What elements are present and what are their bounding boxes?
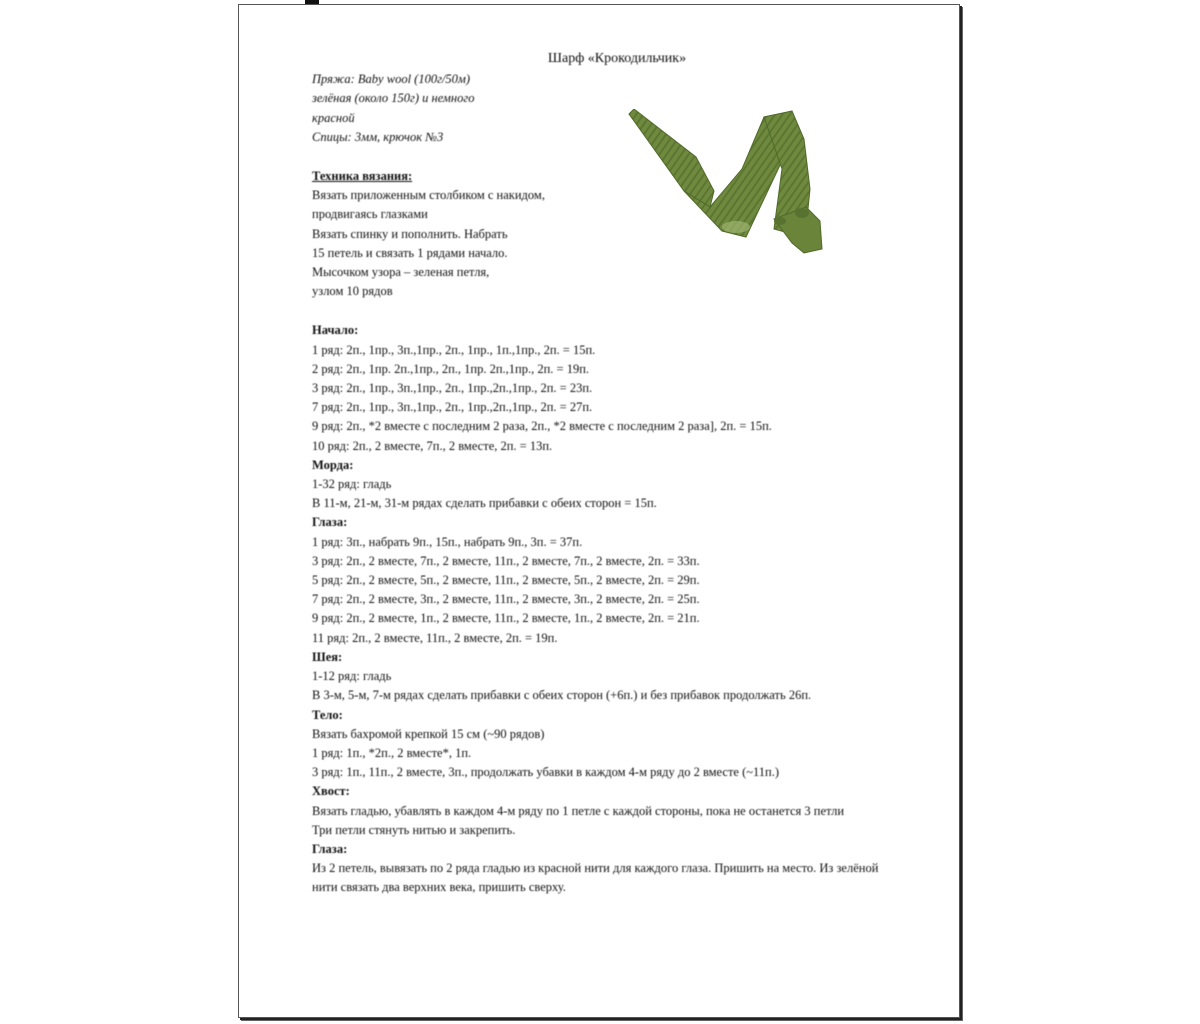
text-line: 7 ряд: 2п., 1пр., 3п.,1пр., 2п., 1пр.,2п.,1пр., 2п. = 27п. — [312, 400, 593, 415]
section-heading: Глаза: — [312, 841, 348, 856]
document-page — [238, 4, 960, 1018]
text-line: Три петли стянуть нитью и закрепить. — [312, 822, 516, 837]
section-tail — [312, 782, 912, 840]
document-title: Шарф «Крокодильчик» — [547, 51, 687, 66]
materials-line: красной — [312, 110, 355, 125]
text-line: 5 ряд: 2п., 2 вместе, 5п., 2 вместе, 11п., 2 вместе, 5п., 2 вместе, 2п. = 29п. — [312, 573, 700, 588]
text-line: Вязать спинку и пополнить. Набрать — [312, 226, 508, 241]
section-neck — [312, 648, 912, 706]
text-line: 9 ряд: 2п., 2 вместе, 1п., 2 вместе, 11п., 2 вместе, 1п., 2 вместе, 2п. = 21п. — [312, 611, 700, 626]
section-snout — [312, 456, 912, 514]
text-line: 1-32 ряд: гладь — [312, 477, 392, 492]
text-line: 2 ряд: 2п., 1пр. 2п.,1пр., 2п., 1пр. 2п.,1пр., 2п. = 19п. — [312, 361, 590, 376]
section-heading: Глаза: — [312, 515, 348, 530]
text-line: 1 ряд: 1п., *2п., 2 вместе*, 1п. — [312, 745, 472, 760]
text-line: В 11-м, 21-м, 31-м рядах сделать прибавки с обеих сторон = 15п. — [312, 496, 657, 511]
text-line: 9 ряд: 2п., *2 вместе с последним 2 раза, 2п., *2 вместе с последним 2 раза], 2п. = 15п. — [312, 419, 772, 434]
section-heading: Техника вязания: — [312, 169, 413, 184]
text-line: 1-12 ряд: гладь — [312, 669, 392, 684]
text-line: 3 ряд: 1п., 11п., 2 вместе, 3п., продолжать убавки в каждом 4-м ряду до 2 вместе (~11п.) — [312, 765, 780, 780]
section-heading: Начало: — [312, 323, 359, 338]
document-content — [312, 49, 912, 898]
text-line: 7 ряд: 2п., 2 вместе, 3п., 2 вместе, 11п., 2 вместе, 3п., 2 вместе, 2п. = 25п. — [312, 592, 700, 607]
section-eyes — [312, 513, 912, 647]
text-line: продвигаясь глазками — [312, 207, 428, 222]
materials-line: Пряжа: Baby wool (100г/50м) — [312, 72, 471, 87]
materials-line: Спицы: 3мм, крючок №3 — [312, 129, 444, 144]
section-heading: Хвост: — [312, 784, 350, 799]
text-line: 1 ряд: 3п., набрать 9п., 15п., набрать 9п., 3п. = 37п. — [312, 534, 583, 549]
text-line: 15 петель и связать 1 рядами начало. — [312, 245, 508, 260]
text-line: 1 ряд: 2п., 1пр., 3п.,1пр., 2п., 1пр., 1п.,1пр., 2п. = 15п. — [312, 342, 596, 357]
section-body — [312, 706, 912, 783]
section-start — [312, 321, 912, 455]
section-heading: Шея: — [312, 649, 343, 664]
text-line: 11 ряд: 2п., 2 вместе, 11п., 2 вместе, 2п. = 19п. — [312, 630, 558, 645]
section-eyes-finish — [312, 840, 912, 898]
materials-line: зелёная (около 150г) и немного — [312, 91, 475, 106]
section-heading: Тело: — [312, 707, 343, 722]
text-line: 10 ряд: 2п., 2 вместе, 7п., 2 вместе, 2п. = 13п. — [312, 438, 553, 453]
materials-block — [312, 70, 912, 147]
text-line: Вязать гладью, убавлять в каждом 4-м ряду по 1 петле с каждой стороны, пока не останется 3 петли — [312, 803, 845, 818]
section-heading: Морда: — [312, 457, 354, 472]
technique-block — [312, 167, 912, 301]
text-line: В 3-м, 5-м, 7-м рядах сделать прибавки с обеих сторон (+6п.) и без прибавок продолжать 26п. — [312, 688, 812, 703]
text-line: Из 2 петель, вывязать по 2 ряда гладью из красной нити для каждого глаза. Пришить на место. Из зелёной нити связать два верхних века, пришить сверху. — [312, 861, 879, 895]
text-line: Мысочком узора – зеленая петля, — [312, 265, 490, 280]
text-line: 3 ряд: 2п., 2 вместе, 7п., 2 вместе, 11п., 2 вместе, 7п., 2 вместе, 2п. = 33п. — [312, 553, 700, 568]
text-line: узлом 10 рядов — [312, 284, 393, 299]
text-line: 3 ряд: 2п., 1пр., 3п.,1пр., 2п., 1пр.,2п.,1пр., 2п. = 23п. — [312, 381, 593, 396]
text-line: Вязать бахромой крепкой 15 см (~90 рядов) — [312, 726, 545, 741]
text-line: Вязать приложенным столбиком с накидом, — [312, 188, 545, 203]
